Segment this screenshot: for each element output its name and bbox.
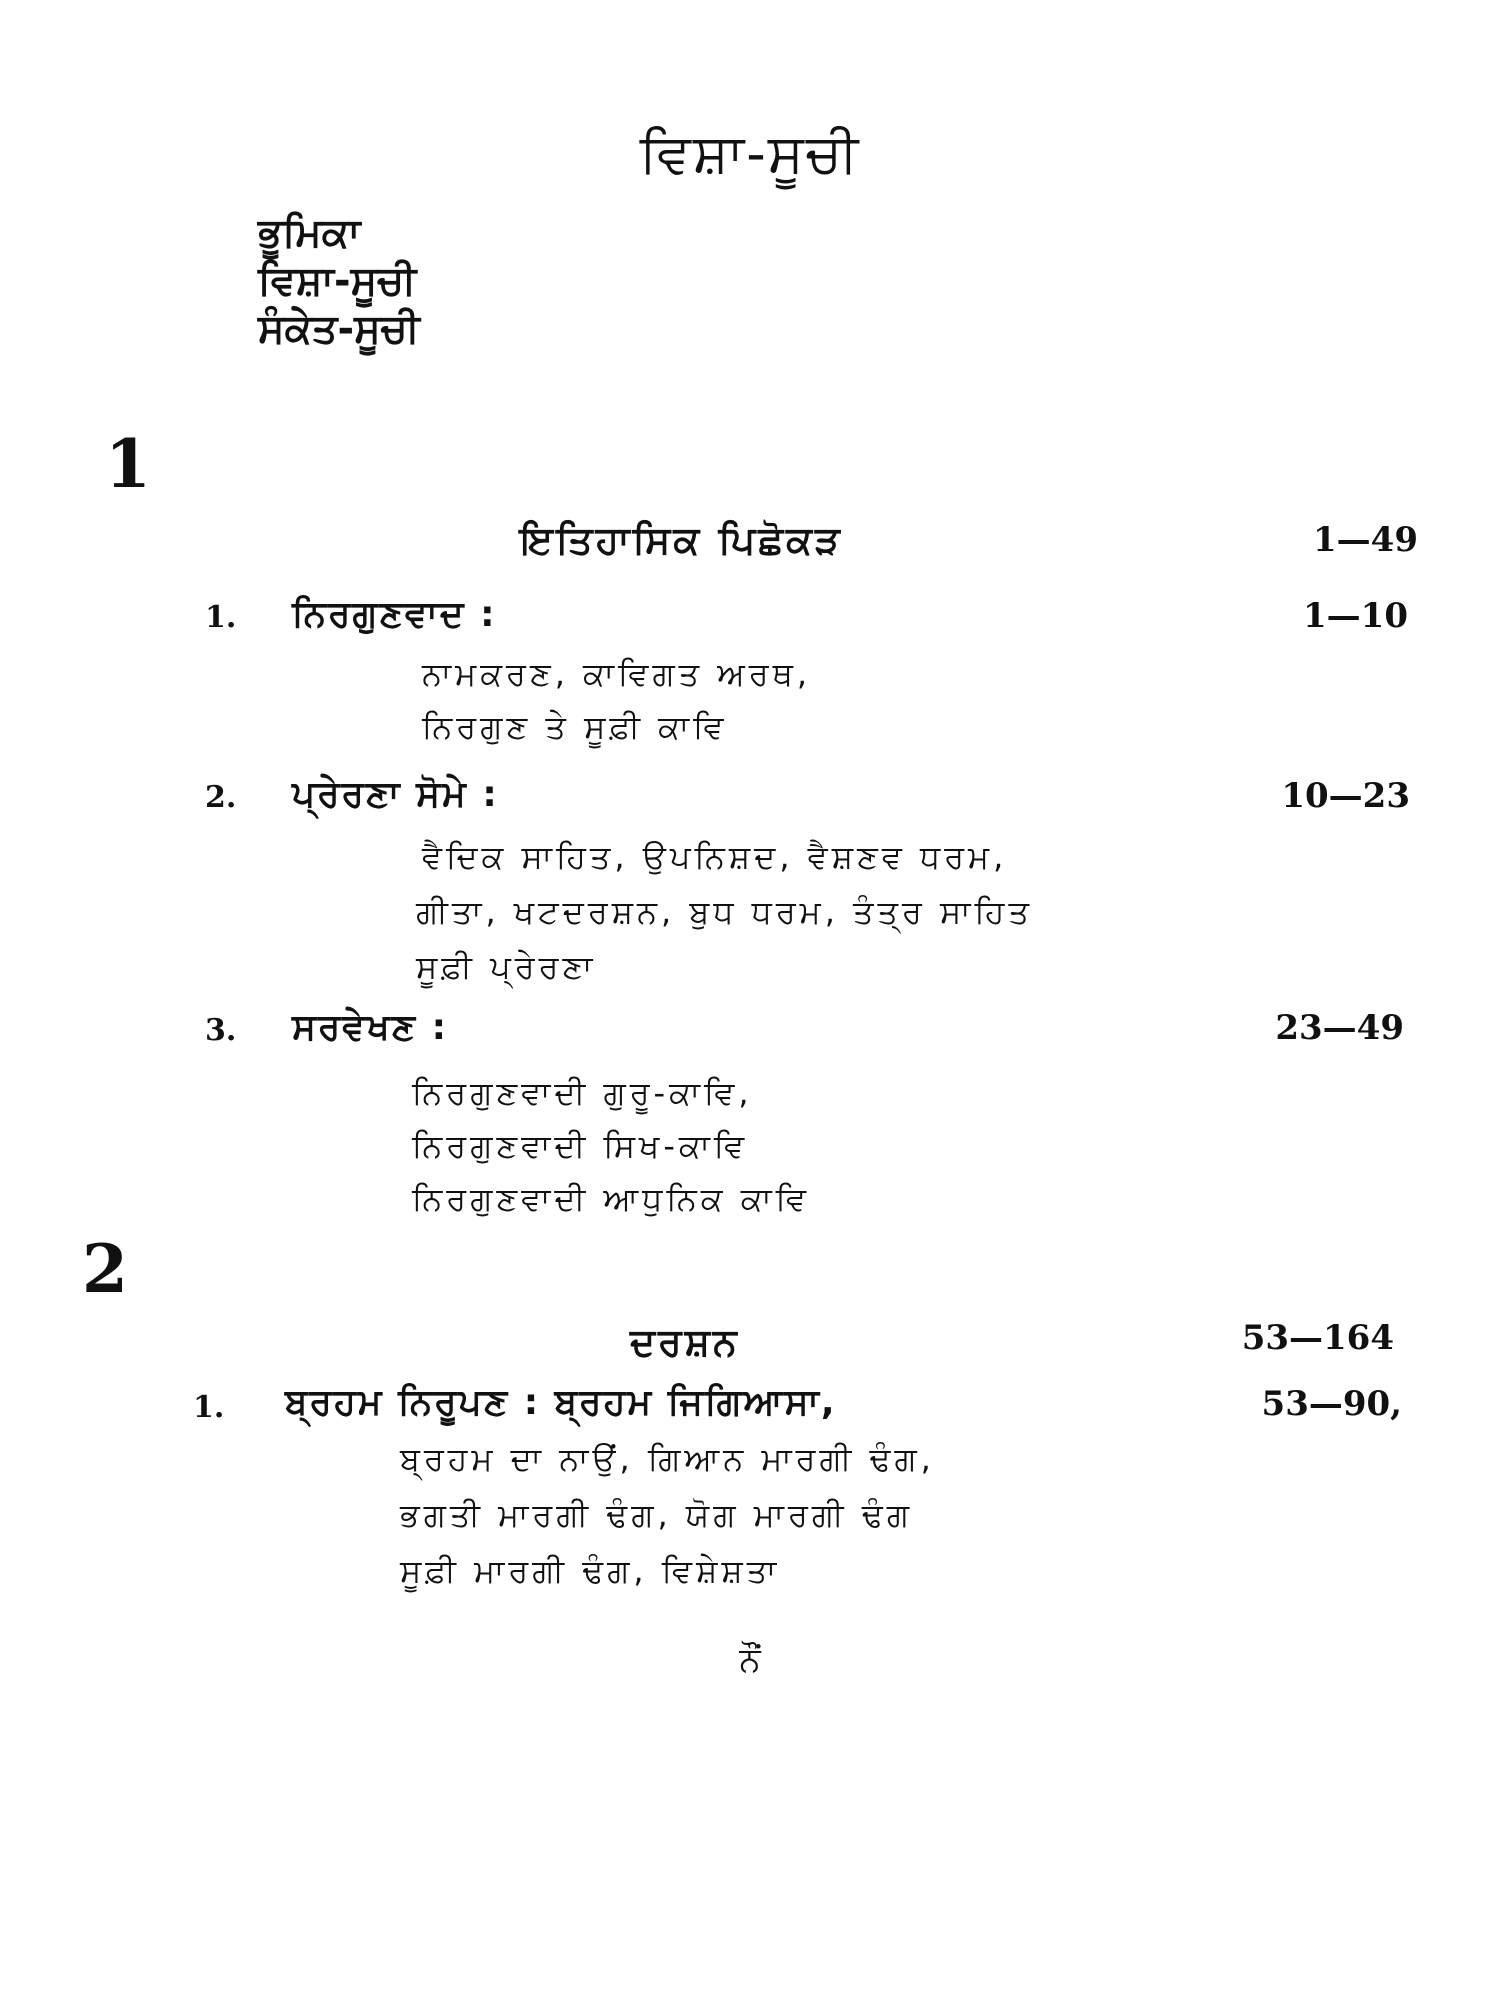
section-title: ਪ੍ਰੇਰਣਾ ਸੋਮੇ : xyxy=(292,774,499,815)
part-number-2: 2 xyxy=(82,1230,128,1308)
part-1-heading: ਇਤਿਹਾਸਿਕ ਪਿਛੋਕੜ xyxy=(520,518,843,562)
section-subtopics-line: ਬ੍ਰਹਮ ਦਾ ਨਾਉਂ, ਗਿਆਨ ਮਾਰਗੀ ਢੰਗ, xyxy=(400,1440,935,1478)
section-number: 1. xyxy=(205,600,237,635)
section-subtopics-line: ਨਾਮਕਰਣ, ਕਾਵਿਗਤ ਅਰਥ, xyxy=(422,655,812,693)
part-number-1: 1 xyxy=(105,425,151,503)
prelim-item-abbreviations: ਸੰਕੇਤ-ਸੂਚੀ xyxy=(258,306,420,352)
section-page-range: 1—10 xyxy=(1303,596,1408,636)
prelim-item-contents: ਵਿਸ਼ਾ-ਸੂਚੀ xyxy=(258,258,417,304)
section-number: 1. xyxy=(193,1390,225,1425)
section-subtopics-line: ਨਿਰਗੁਣਵਾਦੀ ਗੁਰੂ-ਕਾਵਿ, xyxy=(412,1074,753,1112)
section-subtopics-line: ਸੂਫ਼ੀ ਮਾਰਗੀ ਢੰਗ, ਵਿਸ਼ੇਸ਼ਤਾ xyxy=(400,1552,781,1590)
section-page-range: 23—49 xyxy=(1275,1008,1404,1048)
section-subtopics-line: ਨਿਰਗੁਣਵਾਦੀ ਸਿਖ-ਕਾਵਿ xyxy=(412,1127,749,1165)
section-subtopics-line: ਗੀਤਾ, ਖਟਦਰਸ਼ਨ, ਬੁਧ ਧਰਮ, ਤੰਤ੍ਰ ਸਾਹਿਤ xyxy=(416,893,1033,931)
section-number: 3. xyxy=(205,1013,237,1048)
section-subtopics-line: ਵੈਦਿਕ ਸਾਹਿਤ, ਉਪਨਿਸ਼ਦ, ਵੈਸ਼ਣਵ ਧਰਮ, xyxy=(422,838,1008,876)
section-title: ਸਰਵੇਖਣ : xyxy=(292,1007,449,1048)
section-page-range: 53—90, xyxy=(1261,1384,1402,1424)
page-footer-number: ਨੌਂ xyxy=(739,1640,761,1680)
section-title: ਬ੍ਰਹਮ ਨਿਰੂਪਣ : ਬ੍ਰਹਮ ਜਿਗਿਆਸਾ, xyxy=(285,1382,837,1423)
part-2-heading: ਦਰਸ਼ਨ xyxy=(630,1320,740,1364)
section-page-range: 10—23 xyxy=(1281,776,1410,816)
section-subtopics-line: ਨਿਰਗੁਣ ਤੇ ਸੂਫ਼ੀ ਕਾਵਿ xyxy=(422,708,728,746)
part-1-page-range: 1—49 xyxy=(1313,520,1418,560)
section-title: ਨਿਰਗੁਣਵਾਦ : xyxy=(292,594,497,635)
page-title: ਵਿਸ਼ਾ-ਸੂਚੀ xyxy=(639,122,861,185)
prelim-item-preface: ਭੂਮਿਕਾ xyxy=(258,210,361,256)
part-2-page-range: 53—164 xyxy=(1241,1318,1394,1358)
section-subtopics-line: ਸੂਫ਼ੀ ਪ੍ਰੇਰਣਾ xyxy=(416,948,597,986)
section-number: 2. xyxy=(205,780,237,815)
section-subtopics-line: ਭਗਤੀ ਮਾਰਗੀ ਢੰਗ, ਯੋਗ ਮਾਰਗੀ ਢੰਗ xyxy=(400,1496,914,1534)
section-subtopics-line: ਨਿਰਗੁਣਵਾਦੀ ਆਧੁਨਿਕ ਕਾਵਿ xyxy=(412,1180,811,1218)
